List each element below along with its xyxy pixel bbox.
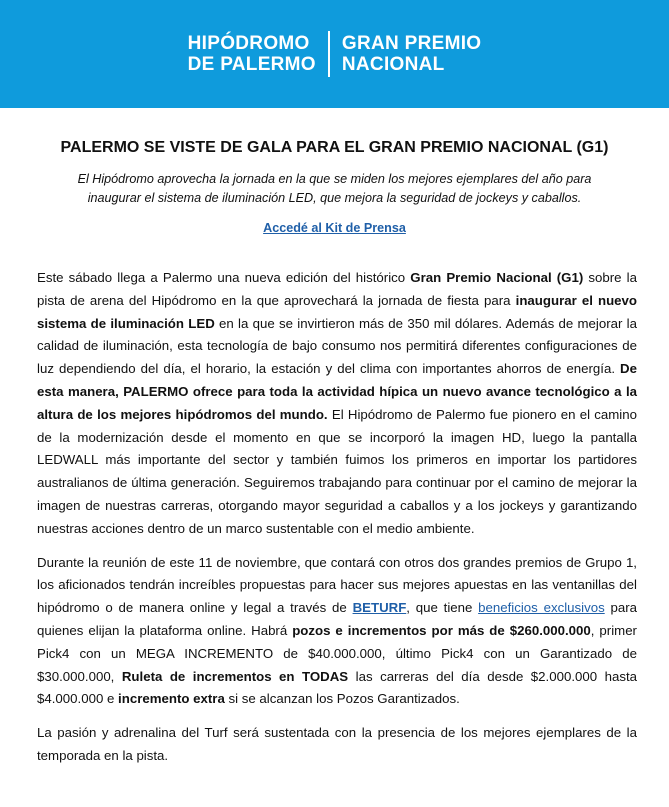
- p2-bold-2: Ruleta de incrementos en TODAS: [121, 668, 349, 684]
- p1-bold-2: inaugurar el nuevo sistema de iluminación LED: [37, 292, 637, 331]
- p1-text-3: en la que se invirtieron más de 350 mil dólares. Además de mejorar la calidad de iluminación, esta tecnología de bajo consumo nos permitirá diferentes configuraciones de luz dependiendo del día, el horario, la estación y del clima con importantes ahorros de energía.: [37, 315, 637, 377]
- brand-logo: [188, 31, 482, 77]
- brand-right-line1: GRAN PREMIO: [341, 33, 482, 54]
- beturf-link[interactable]: BETURF: [352, 600, 407, 616]
- subtitle-line1: El Hipódromo aprovecha la jornada en la que se miden los mejores ejemplares del año para: [77, 172, 592, 186]
- subtitle-line2: inaugurar el sistema de iluminación LED, que mejora la seguridad de jockeys y caballos.: [87, 191, 582, 205]
- p2-text-2: , que tiene: [406, 600, 479, 616]
- p2-text-3: para quienes elijan la plataforma online. Habrá: [37, 600, 637, 638]
- press-kit-link[interactable]: Accedé al Kit de Prensa: [263, 221, 406, 235]
- p1-bold-3: De esta manera, PALERMO ofrece para toda la actividad hípica un nuevo avance tecnológico a la altura de los mejores hipódromos del mundo.: [37, 361, 637, 422]
- brand-divider: [328, 31, 330, 77]
- brand-left-line1: HIPÓDROMO: [187, 33, 310, 54]
- p1-bold-1: Gran Premio Nacional (G1): [410, 270, 584, 285]
- brand-right-line2: NACIONAL: [341, 54, 445, 75]
- page-title: PALERMO SE VISTE DE GALA PARA EL GRAN PREMIO NACIONAL (G1): [60, 139, 609, 156]
- header-banner: [0, 0, 669, 108]
- paragraph-1: [37, 267, 637, 541]
- brand-hipodromo: [188, 33, 316, 75]
- p2-bold-3: incremento extra: [118, 691, 225, 707]
- p1-text-1: Este sábado llega a Palermo una nueva edición del histórico: [37, 270, 411, 285]
- p1-text-2: sobre la pista de arena del Hipódromo en la que aprovechará la jornada de fiesta para: [37, 270, 637, 308]
- brand-left-line2: DE PALERMO: [187, 54, 316, 75]
- p2-text-4: , primer Pick4 con un MEGA INCREMENTO de $40.000.000, último Pick4 con un Garantizado de $30.000.000,: [37, 622, 637, 684]
- p2-text-1: Durante la reunión de este 11 de noviembre, que contará con otros dos grandes premios de Grupo 1, los aficionados tendrán increíbles propuestas para hacer sus mejores apuestas en las ventanillas del hipódromo o de manera online y legal a través de: [37, 554, 637, 616]
- article-body: [37, 267, 637, 768]
- p2-text-5: las carreras del día desde $2.000.000 hasta $4.000.000 e: [37, 668, 638, 707]
- beneficios-link[interactable]: beneficios exclusivos: [478, 600, 605, 616]
- p2-text-6: si se alcanzan los Pozos Garantizados.: [224, 691, 460, 707]
- p2-bold-1: pozos e incrementos por más de $260.000.000: [292, 622, 591, 638]
- p1-text-4: El Hipódromo de Palermo fue pionero en el camino de la modernización desde el momento en que se incorporó la imagen HD, luego la pantalla LEDWALL más importante del sector y también fuimos los primeros en importar los partidores australianos de última generación. Seguiremos trabajando para continuar por el camino de mejorar la imagen de nuestras carreras, otorgando mayor seguridad a caballos y a los jockeys y garantizando nuestras acciones dentro de un marco sustentable con el medio ambiente.: [37, 406, 637, 536]
- press-kit: [0, 219, 669, 237]
- paragraph-3: La pasión y adrenalina del Turf será sustentada con la presencia de los mejores ejemplares de la temporada en la pista.: [37, 725, 637, 763]
- brand-gran-premio: [342, 33, 481, 75]
- paragraph-2: [37, 552, 637, 712]
- subtitle: [20, 170, 649, 208]
